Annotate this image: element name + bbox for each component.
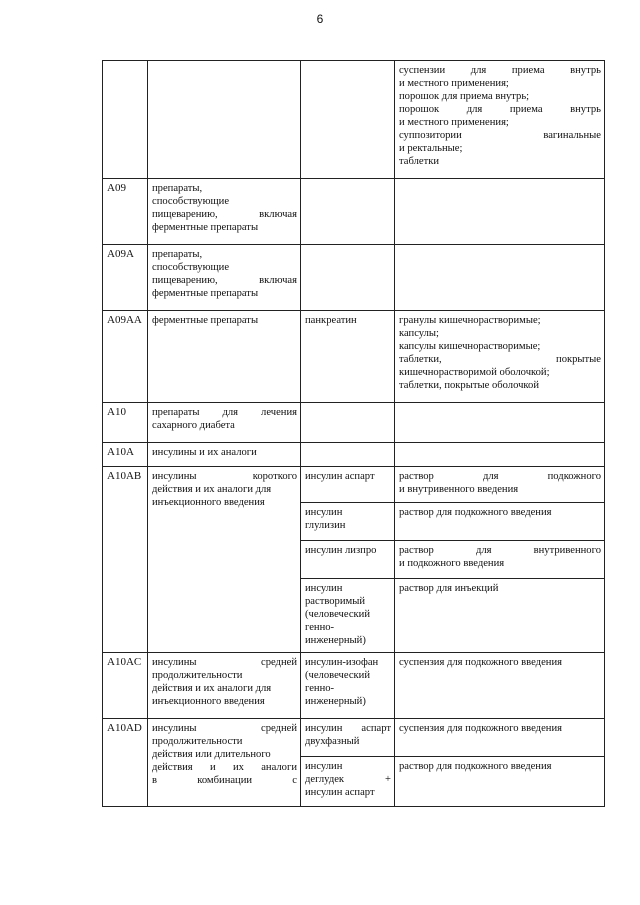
drug-classification-table [102,60,605,807]
dosage-forms-cell-line: таблетки, покрытые оболочкой [399,380,539,391]
dosage-forms-cell [395,311,605,403]
dosage-forms-cell-line: таблетки [399,156,440,167]
group-name-cell [148,719,301,807]
group-name-cell-line: инсулины короткого [152,471,297,482]
atc-code-cell: A09 [103,179,148,245]
drug-name-cell [301,541,395,579]
atc-code-cell: A10AD [103,719,148,807]
group-name-cell-line: в комбинации с [152,775,297,786]
drug-name-cell-line: панкреатин [305,315,357,326]
table-row [103,719,605,757]
dosage-forms-cell-line: раствор для подкожного [399,471,601,482]
dosage-forms-cell [395,503,605,541]
drug-name-cell-line: растворимый [305,596,366,607]
group-name-cell-line: пищеварению, включая [152,209,297,220]
drug-name-cell [301,467,395,503]
group-name-cell-line: способствующие [152,196,230,207]
dosage-forms-cell-line: раствор для инъекций [399,583,499,594]
drug-name-cell-line: генно- [305,622,335,633]
drug-name-cell-line: инсулин-изофан [305,657,379,668]
drug-name-cell [301,61,395,179]
dosage-forms-cell-line: порошок для приема внутрь [399,104,601,115]
dosage-forms-cell-line: суспензия для подкожного введения [399,657,562,668]
drug-name-cell-line: инженерный) [305,696,366,707]
drug-name-cell-line: инсулин [305,507,343,518]
table-row [103,311,605,403]
table-row [103,653,605,719]
group-name-cell-line: продолжительности [152,736,243,747]
group-name-cell-line: инъекционного введения [152,497,265,508]
dosage-forms-cell-line: раствор для внутривенного [399,545,601,556]
group-name-cell [148,179,301,245]
drug-name-cell-line: инсулин [305,583,343,594]
dosage-forms-cell [395,757,605,807]
dosage-forms-cell-line: и подкожного введения [399,558,505,569]
group-name-cell-line: ферментные препараты [152,222,259,233]
dosage-forms-cell [395,541,605,579]
table-row [103,61,605,179]
drug-name-cell-line: деглудек + [305,774,391,785]
drug-name-cell [301,179,395,245]
drug-name-cell [301,503,395,541]
drug-name-cell-line: инсулин лизпро [305,545,377,556]
group-name-cell-line: ферментные препараты [152,288,259,299]
drug-name-cell-line: инсулин аспарт [305,723,391,734]
drug-name-cell [301,719,395,757]
page-number: 6 [316,12,324,26]
drug-name-cell-line: инсулин аспарт [305,787,375,798]
dosage-forms-cell-line: гранулы кишечнорастворимые; [399,315,541,326]
group-name-cell-line: действия или длительного [152,749,271,760]
dosage-forms-cell [395,719,605,757]
atc-code-cell: A09AA [103,311,148,403]
dosage-forms-cell [395,579,605,653]
group-name-cell-line: инсулины средней [152,657,297,668]
drug-name-cell-line: двухфазный [305,736,360,747]
table-row [103,179,605,245]
group-name-cell-line: ферментные препараты [152,315,259,326]
dosage-forms-cell [395,61,605,179]
dosage-forms-cell-line: и местного применения; [399,117,509,128]
group-name-cell-line: пищеварению, включая [152,275,297,286]
atc-code-cell: A10 [103,403,148,443]
drug-name-cell [301,653,395,719]
dosage-forms-cell [395,245,605,311]
drug-name-cell [301,443,395,467]
group-name-cell-line: действия и их аналоги [152,762,297,773]
group-name-cell-line: действия и их аналоги для [152,683,272,694]
dosage-forms-cell-line: порошок для приема внутрь; [399,91,530,102]
dosage-forms-cell-line: и ректальные; [399,143,463,154]
drug-name-cell [301,579,395,653]
group-name-cell-line: препараты, [152,183,203,194]
group-name-cell-line: инъекционного введения [152,696,265,707]
drug-name-cell-line: глулизин [305,520,346,531]
atc-code-cell: A09A [103,245,148,311]
group-name-cell [148,245,301,311]
dosage-forms-cell [395,179,605,245]
atc-code-cell: A10AB [103,467,148,653]
table-row [103,443,605,467]
dosage-forms-cell-line: и внутривенного введения [399,484,519,495]
dosage-forms-cell-line: таблетки, покрытые [399,354,601,365]
drug-name-cell-line: инсулин [305,761,343,772]
group-name-cell-line: способствующие [152,262,230,273]
table-row [103,245,605,311]
group-name-cell-line: продолжительности [152,670,243,681]
dosage-forms-cell-line: капсулы; [399,328,439,339]
dosage-forms-cell-line: суспензии для приема внутрь [399,65,601,76]
atc-code-cell [103,61,148,179]
atc-code-cell: A10AC [103,653,148,719]
table-row [103,403,605,443]
dosage-forms-cell-line: и местного применения; [399,78,509,89]
dosage-forms-cell-line: суппозитории вагинальные [399,130,601,141]
group-name-cell [148,403,301,443]
group-name-cell-line: инсулины и их аналоги [152,447,257,458]
dosage-forms-cell-line: капсулы кишечнорастворимые; [399,341,541,352]
dosage-forms-cell-line: раствор для подкожного введения [399,761,552,772]
group-name-cell [148,61,301,179]
dosage-forms-cell [395,653,605,719]
drug-name-cell [301,403,395,443]
group-name-cell [148,311,301,403]
group-name-cell-line: сахарного диабета [152,420,235,431]
drug-name-cell [301,757,395,807]
dosage-forms-cell-line: кишечнорастворимой оболочкой; [399,367,550,378]
dosage-forms-cell [395,467,605,503]
group-name-cell-line: препараты, [152,249,203,260]
dosage-forms-cell-line: раствор для подкожного введения [399,507,552,518]
drug-name-cell-line: (человеческий [305,609,371,620]
drug-name-cell-line: инсулин аспарт [305,471,375,482]
drug-name-cell-line: (человеческий [305,670,371,681]
drug-name-cell [301,245,395,311]
group-name-cell [148,653,301,719]
table-row [103,467,605,503]
group-name-cell-line: инсулины средней [152,723,297,734]
drug-name-cell-line: инженерный) [305,635,366,646]
group-name-cell [148,467,301,653]
group-name-cell-line: действия и их аналоги для [152,484,272,495]
group-name-cell-line: препараты для лечения [152,407,297,418]
dosage-forms-cell-line: суспензия для подкожного введения [399,723,562,734]
group-name-cell [148,443,301,467]
dosage-forms-cell [395,403,605,443]
atc-code-cell: A10A [103,443,148,467]
drug-name-cell-line: генно- [305,683,335,694]
dosage-forms-cell [395,443,605,467]
drug-name-cell [301,311,395,403]
